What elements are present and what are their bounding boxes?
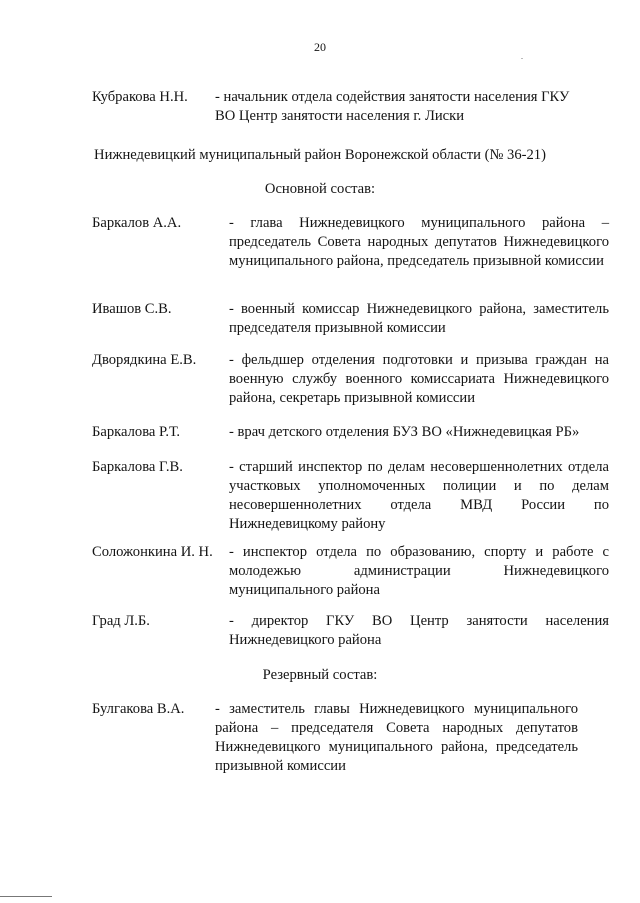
member-name: Кубракова Н.Н. <box>92 89 188 105</box>
member-name: Ивашов С.В. <box>92 301 172 317</box>
member-description: - глава Нижнедевицкого муниципального района – председатель Совета народных депутатов Нижнедевицкого муниципального района, председатель призывной комиссии <box>229 215 609 269</box>
district-title: Нижнедевицкий муниципальный район Воронежской области (№ 36-21) <box>94 147 546 163</box>
member-name: Баркалова Г.В. <box>92 459 183 475</box>
main-composition-heading: Основной состав: <box>264 181 376 197</box>
member-name: Дворядкина Е.В. <box>92 352 197 368</box>
member-name: Баркалова Р.Т. <box>92 424 181 440</box>
member-name: Град Л.Б. <box>92 613 150 629</box>
member-name: Булгакова В.А. <box>92 701 185 717</box>
page-edge-line <box>0 896 52 897</box>
member-description: - начальник отдела содействия занятости населения ГКУ ВО Центр занятости населения г. Лиски <box>215 89 570 124</box>
member-name: Соложонкина И. Н. <box>92 544 213 560</box>
member-description: - военный комиссар Нижнедевицкого района, заместитель председателя призывной комиссии <box>229 301 609 336</box>
member-description: - врач детского отделения БУЗ ВО «Нижнедевицкая РБ» <box>229 424 580 440</box>
page-number: 20 <box>314 40 326 54</box>
member-description: - инспектор отдела по образованию, спорту и работе с молодежью администрации Нижнедевицкого муниципального района <box>229 544 609 598</box>
member-name: Баркалов А.А. <box>92 215 182 231</box>
scan-speck <box>521 58 523 59</box>
member-description: - директор ГКУ ВО Центр занятости населения Нижнедевицкого района <box>229 613 609 648</box>
member-description: - фельдшер отделения подготовки и призыва граждан на военную службу военного комиссариата Нижнедевицкого района, секретарь призывной комиссии <box>229 352 609 406</box>
reserve-composition-heading: Резервный состав: <box>262 667 378 683</box>
member-description: - заместитель главы Нижнедевицкого муниципального района – председателя Совета народных депутатов Нижнедевицкого муниципального района, председатель призывной комиссии <box>215 701 578 774</box>
member-description: - старший инспектор по делам несовершеннолетних отдела участковых уполномоченных полиции и по делам несовершеннолетних отдела МВД России по Нижнедевицкому району <box>229 459 609 532</box>
